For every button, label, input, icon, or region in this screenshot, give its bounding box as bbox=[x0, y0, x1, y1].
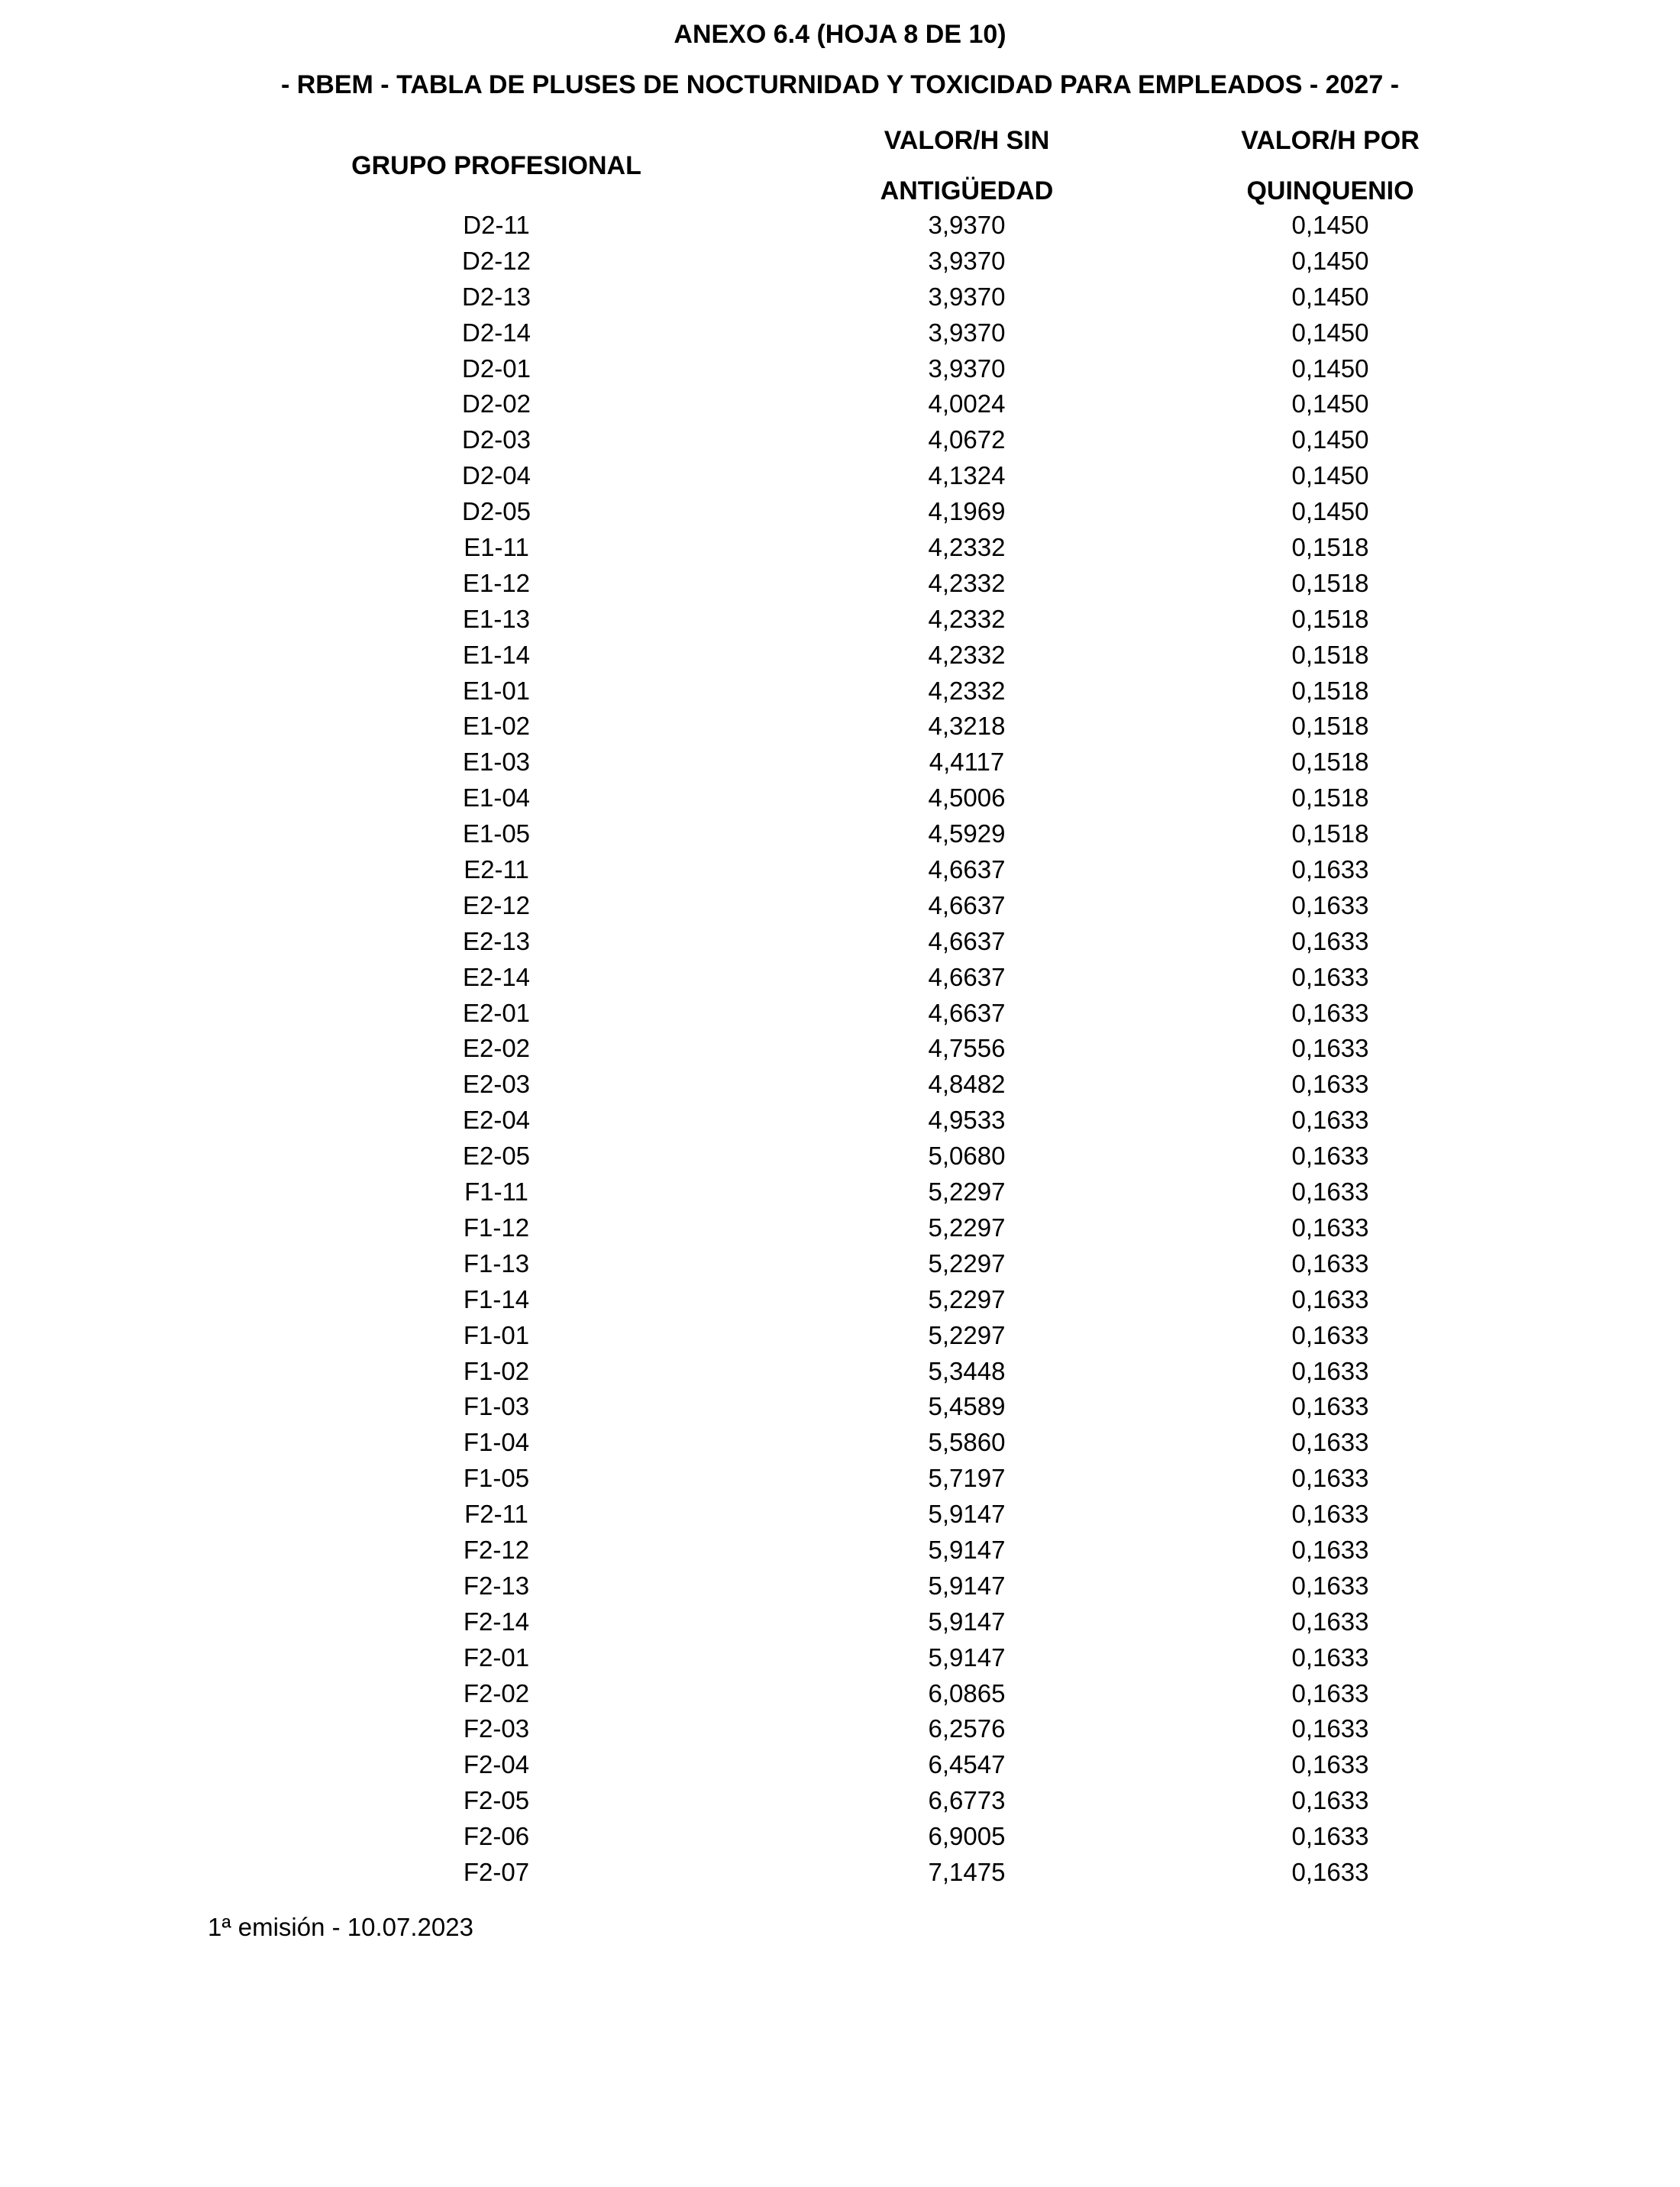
table-row bbox=[0, 1461, 1680, 1497]
cell-valor-sin-antiguedad: 4,1969 bbox=[928, 497, 1006, 526]
cell-valor-sin-antiguedad: 6,0865 bbox=[928, 1678, 1006, 1707]
cell-valor-sin-antiguedad: 4,3218 bbox=[928, 712, 1006, 741]
cell-valor-quinquenio: 0,1633 bbox=[1291, 1500, 1369, 1529]
table-row bbox=[0, 1246, 1680, 1282]
cell-valor-quinquenio: 0,1633 bbox=[1291, 1284, 1369, 1313]
column-header-valor-sin-line1: VALOR/H SIN bbox=[884, 126, 1050, 155]
cell-grupo-profesional: D2-11 bbox=[463, 211, 530, 239]
cell-valor-sin-antiguedad: 4,7556 bbox=[928, 1034, 1006, 1063]
table-row bbox=[0, 386, 1680, 422]
table-row bbox=[0, 960, 1680, 996]
cell-grupo-profesional: F2-05 bbox=[463, 1786, 530, 1815]
cell-valor-sin-antiguedad: 4,2332 bbox=[928, 604, 1006, 633]
cell-grupo-profesional: E1-12 bbox=[462, 568, 531, 597]
cell-valor-sin-antiguedad: 5,4589 bbox=[928, 1392, 1006, 1421]
table-row bbox=[0, 996, 1680, 1032]
table-row bbox=[0, 745, 1680, 780]
table-row bbox=[0, 1676, 1680, 1712]
cell-valor-quinquenio: 0,1633 bbox=[1291, 1428, 1369, 1457]
cell-valor-quinquenio: 0,1633 bbox=[1291, 1822, 1369, 1851]
table-row bbox=[0, 1425, 1680, 1461]
cell-valor-quinquenio: 0,1450 bbox=[1291, 318, 1369, 347]
cell-grupo-profesional: F1-03 bbox=[463, 1392, 530, 1421]
table-row bbox=[0, 458, 1680, 494]
cell-valor-quinquenio: 0,1633 bbox=[1291, 962, 1369, 991]
cell-valor-quinquenio: 0,1633 bbox=[1291, 1857, 1369, 1886]
table-row bbox=[0, 1318, 1680, 1354]
table-row bbox=[0, 1103, 1680, 1139]
table-row bbox=[0, 709, 1680, 745]
table-row bbox=[0, 780, 1680, 816]
cell-grupo-profesional: F2-11 bbox=[464, 1500, 528, 1529]
cell-valor-sin-antiguedad: 5,5860 bbox=[928, 1428, 1006, 1457]
table-row bbox=[0, 1067, 1680, 1103]
table-row bbox=[0, 208, 1680, 244]
table-row bbox=[0, 924, 1680, 960]
cell-valor-sin-antiguedad: 4,2332 bbox=[928, 640, 1006, 669]
cell-valor-sin-antiguedad: 5,0680 bbox=[928, 1142, 1006, 1171]
cell-valor-sin-antiguedad: 3,9370 bbox=[928, 282, 1006, 311]
cell-valor-quinquenio: 0,1633 bbox=[1291, 855, 1369, 884]
cell-valor-quinquenio: 0,1633 bbox=[1291, 1750, 1369, 1779]
table-row bbox=[0, 602, 1680, 638]
cell-valor-sin-antiguedad: 5,9147 bbox=[928, 1535, 1006, 1564]
cell-valor-sin-antiguedad: 6,2576 bbox=[928, 1714, 1006, 1743]
cell-valor-sin-antiguedad: 5,9147 bbox=[928, 1607, 1006, 1636]
column-header-valor-sin-antiguedad bbox=[799, 115, 1135, 216]
cell-valor-quinquenio: 0,1633 bbox=[1291, 1714, 1369, 1743]
cell-valor-sin-antiguedad: 4,5006 bbox=[928, 783, 1006, 812]
table-row bbox=[0, 852, 1680, 888]
cell-valor-quinquenio: 0,1633 bbox=[1291, 1678, 1369, 1707]
cell-valor-quinquenio: 0,1633 bbox=[1291, 1106, 1369, 1135]
cell-valor-quinquenio: 0,1518 bbox=[1291, 748, 1369, 777]
footer-emission-note: 1ª emisión - 10.07.2023 bbox=[208, 1913, 473, 1941]
cell-valor-quinquenio: 0,1450 bbox=[1291, 282, 1369, 311]
cell-valor-sin-antiguedad: 4,9533 bbox=[928, 1106, 1006, 1135]
cell-valor-sin-antiguedad: 3,9370 bbox=[928, 354, 1006, 383]
table-row bbox=[0, 1604, 1680, 1640]
column-header-grupo-profesional: GRUPO PROFESIONAL bbox=[351, 151, 641, 180]
table-row bbox=[0, 1747, 1680, 1783]
table-row bbox=[0, 1389, 1680, 1425]
column-header-valor-por-line2: QUINQUENIO bbox=[1246, 176, 1414, 205]
cell-valor-sin-antiguedad: 5,2297 bbox=[928, 1213, 1006, 1242]
table-row bbox=[0, 422, 1680, 458]
cell-grupo-profesional: E2-11 bbox=[464, 855, 529, 884]
cell-valor-quinquenio: 0,1633 bbox=[1291, 1464, 1369, 1493]
cell-valor-quinquenio: 0,1518 bbox=[1291, 604, 1369, 633]
table-row bbox=[0, 244, 1680, 279]
cell-valor-quinquenio: 0,1518 bbox=[1291, 640, 1369, 669]
cell-grupo-profesional: F2-13 bbox=[463, 1571, 530, 1600]
cell-valor-sin-antiguedad: 5,3448 bbox=[928, 1356, 1006, 1385]
cell-valor-quinquenio: 0,1450 bbox=[1291, 497, 1369, 526]
table-row bbox=[0, 1711, 1680, 1747]
cell-grupo-profesional: D2-14 bbox=[462, 318, 531, 347]
cell-valor-sin-antiguedad: 5,2297 bbox=[928, 1177, 1006, 1207]
table-row bbox=[0, 494, 1680, 530]
page-subtitle: - RBEM - TABLA DE PLUSES DE NOCTURNIDAD Y TOXICIDAD PARA EMPLEADOS - 2027 - bbox=[280, 70, 1400, 99]
cell-valor-sin-antiguedad: 4,2332 bbox=[928, 568, 1006, 597]
cell-grupo-profesional: F1-01 bbox=[463, 1320, 530, 1349]
table-row bbox=[0, 351, 1680, 387]
cell-valor-sin-antiguedad: 6,4547 bbox=[928, 1750, 1006, 1779]
cell-valor-sin-antiguedad: 4,2332 bbox=[928, 533, 1006, 562]
cell-grupo-profesional: F2-06 bbox=[463, 1822, 530, 1851]
cell-valor-quinquenio: 0,1633 bbox=[1291, 1177, 1369, 1207]
cell-valor-quinquenio: 0,1633 bbox=[1291, 1249, 1369, 1278]
table-row bbox=[0, 1282, 1680, 1318]
cell-grupo-profesional: F2-14 bbox=[463, 1607, 530, 1636]
cell-valor-sin-antiguedad: 4,6637 bbox=[928, 855, 1006, 884]
cell-valor-quinquenio: 0,1633 bbox=[1291, 1356, 1369, 1385]
cell-valor-quinquenio: 0,1518 bbox=[1291, 568, 1369, 597]
cell-valor-quinquenio: 0,1633 bbox=[1291, 1213, 1369, 1242]
cell-valor-quinquenio: 0,1518 bbox=[1291, 712, 1369, 741]
cell-grupo-profesional: F2-02 bbox=[463, 1678, 530, 1707]
cell-grupo-profesional: F2-04 bbox=[463, 1750, 530, 1779]
cell-valor-sin-antiguedad: 4,1324 bbox=[928, 461, 1006, 490]
cell-valor-sin-antiguedad: 5,2297 bbox=[928, 1284, 1006, 1313]
table-row bbox=[0, 1354, 1680, 1390]
cell-grupo-profesional: D2-05 bbox=[462, 497, 531, 526]
column-header-valor-sin-line2: ANTIGÜEDAD bbox=[880, 176, 1054, 205]
table-row bbox=[0, 888, 1680, 924]
cell-grupo-profesional: D2-02 bbox=[462, 389, 531, 418]
table-row bbox=[0, 638, 1680, 674]
cell-grupo-profesional: E1-11 bbox=[464, 533, 529, 562]
table-row bbox=[0, 1210, 1680, 1246]
cell-valor-sin-antiguedad: 6,9005 bbox=[928, 1822, 1006, 1851]
cell-grupo-profesional: F2-01 bbox=[463, 1643, 530, 1672]
cell-grupo-profesional: E2-01 bbox=[462, 998, 531, 1027]
cell-valor-quinquenio: 0,1450 bbox=[1291, 246, 1369, 275]
cell-valor-quinquenio: 0,1633 bbox=[1291, 1535, 1369, 1564]
cell-valor-sin-antiguedad: 4,6637 bbox=[928, 998, 1006, 1027]
cell-grupo-profesional: D2-01 bbox=[462, 354, 531, 383]
cell-grupo-profesional: F2-03 bbox=[463, 1714, 530, 1743]
cell-grupo-profesional: E2-14 bbox=[462, 962, 531, 991]
cell-grupo-profesional: F1-05 bbox=[463, 1464, 530, 1493]
cell-grupo-profesional: F1-13 bbox=[463, 1249, 530, 1278]
cell-grupo-profesional: D2-13 bbox=[462, 282, 531, 311]
cell-valor-sin-antiguedad: 5,2297 bbox=[928, 1320, 1006, 1349]
cell-grupo-profesional: E2-12 bbox=[462, 890, 531, 919]
cell-grupo-profesional: E1-03 bbox=[462, 748, 531, 777]
cell-valor-sin-antiguedad: 5,9147 bbox=[928, 1500, 1006, 1529]
cell-valor-sin-antiguedad: 4,2332 bbox=[928, 676, 1006, 705]
table-row bbox=[0, 530, 1680, 566]
table-row bbox=[0, 1497, 1680, 1533]
table-row bbox=[0, 279, 1680, 315]
cell-valor-sin-antiguedad: 3,9370 bbox=[928, 211, 1006, 239]
cell-grupo-profesional: E1-04 bbox=[462, 783, 531, 812]
table-row bbox=[0, 1855, 1680, 1891]
cell-valor-sin-antiguedad: 4,0672 bbox=[928, 425, 1006, 454]
cell-valor-quinquenio: 0,1633 bbox=[1291, 1786, 1369, 1815]
cell-valor-sin-antiguedad: 4,6637 bbox=[928, 926, 1006, 955]
table-row bbox=[0, 1533, 1680, 1568]
cell-grupo-profesional: F1-04 bbox=[463, 1428, 530, 1457]
cell-valor-quinquenio: 0,1633 bbox=[1291, 1607, 1369, 1636]
cell-valor-sin-antiguedad: 7,1475 bbox=[928, 1857, 1006, 1886]
column-header-valor-por-quinquenio bbox=[1162, 115, 1498, 216]
page-title: ANEXO 6.4 (HOJA 8 DE 10) bbox=[674, 20, 1006, 49]
cell-valor-quinquenio: 0,1450 bbox=[1291, 389, 1369, 418]
table-row bbox=[0, 315, 1680, 351]
table-row bbox=[0, 1031, 1680, 1067]
cell-grupo-profesional: F2-12 bbox=[463, 1535, 530, 1564]
cell-grupo-profesional: F1-14 bbox=[463, 1284, 530, 1313]
cell-valor-sin-antiguedad: 5,9147 bbox=[928, 1643, 1006, 1672]
cell-grupo-profesional: E1-02 bbox=[462, 712, 531, 741]
cell-grupo-profesional: E2-04 bbox=[462, 1106, 531, 1135]
cell-grupo-profesional: D2-04 bbox=[462, 461, 531, 490]
cell-valor-quinquenio: 0,1518 bbox=[1291, 819, 1369, 848]
cell-valor-quinquenio: 0,1450 bbox=[1291, 425, 1369, 454]
cell-valor-quinquenio: 0,1633 bbox=[1291, 926, 1369, 955]
table-row bbox=[0, 1139, 1680, 1174]
cell-grupo-profesional: E2-13 bbox=[462, 926, 531, 955]
cell-grupo-profesional: E1-01 bbox=[462, 676, 531, 705]
cell-valor-sin-antiguedad: 3,9370 bbox=[928, 246, 1006, 275]
cell-grupo-profesional: E1-13 bbox=[462, 604, 531, 633]
cell-valor-quinquenio: 0,1518 bbox=[1291, 676, 1369, 705]
cell-grupo-profesional: F1-02 bbox=[463, 1356, 530, 1385]
cell-valor-quinquenio: 0,1518 bbox=[1291, 783, 1369, 812]
cell-valor-sin-antiguedad: 4,6637 bbox=[928, 962, 1006, 991]
cell-valor-sin-antiguedad: 4,0024 bbox=[928, 389, 1006, 418]
table-row bbox=[0, 674, 1680, 709]
cell-valor-quinquenio: 0,1633 bbox=[1291, 998, 1369, 1027]
cell-valor-quinquenio: 0,1633 bbox=[1291, 1070, 1369, 1099]
column-header-valor-por-line1: VALOR/H POR bbox=[1241, 126, 1420, 155]
cell-valor-sin-antiguedad: 5,2297 bbox=[928, 1249, 1006, 1278]
table-row bbox=[0, 1819, 1680, 1855]
table-row bbox=[0, 816, 1680, 852]
cell-valor-quinquenio: 0,1518 bbox=[1291, 533, 1369, 562]
table-row bbox=[0, 1783, 1680, 1819]
cell-valor-sin-antiguedad: 6,6773 bbox=[928, 1786, 1006, 1815]
cell-grupo-profesional: F1-11 bbox=[464, 1177, 528, 1207]
cell-grupo-profesional: F2-07 bbox=[463, 1857, 530, 1886]
cell-valor-quinquenio: 0,1450 bbox=[1291, 461, 1369, 490]
cell-grupo-profesional: D2-12 bbox=[462, 246, 531, 275]
cell-valor-quinquenio: 0,1450 bbox=[1291, 354, 1369, 383]
cell-grupo-profesional: E2-02 bbox=[462, 1034, 531, 1063]
table-row bbox=[0, 566, 1680, 602]
cell-valor-sin-antiguedad: 4,6637 bbox=[928, 890, 1006, 919]
cell-valor-quinquenio: 0,1450 bbox=[1291, 211, 1369, 239]
cell-valor-sin-antiguedad: 4,4117 bbox=[929, 748, 1005, 777]
cell-valor-quinquenio: 0,1633 bbox=[1291, 1571, 1369, 1600]
table-row bbox=[0, 1568, 1680, 1604]
table-body bbox=[0, 208, 1680, 1891]
cell-grupo-profesional: F1-12 bbox=[463, 1213, 530, 1242]
cell-valor-sin-antiguedad: 5,7197 bbox=[928, 1464, 1006, 1493]
cell-grupo-profesional: D2-03 bbox=[462, 425, 531, 454]
cell-valor-quinquenio: 0,1633 bbox=[1291, 890, 1369, 919]
cell-valor-sin-antiguedad: 4,5929 bbox=[928, 819, 1006, 848]
cell-valor-quinquenio: 0,1633 bbox=[1291, 1320, 1369, 1349]
cell-valor-quinquenio: 0,1633 bbox=[1291, 1142, 1369, 1171]
cell-valor-quinquenio: 0,1633 bbox=[1291, 1643, 1369, 1672]
table-row bbox=[0, 1640, 1680, 1676]
cell-valor-sin-antiguedad: 3,9370 bbox=[928, 318, 1006, 347]
cell-valor-sin-antiguedad: 4,8482 bbox=[928, 1070, 1006, 1099]
cell-grupo-profesional: E1-14 bbox=[462, 640, 531, 669]
cell-grupo-profesional: E2-05 bbox=[462, 1142, 531, 1171]
cell-grupo-profesional: E2-03 bbox=[462, 1070, 531, 1099]
cell-grupo-profesional: E1-05 bbox=[462, 819, 531, 848]
table-row bbox=[0, 1174, 1680, 1210]
cell-valor-quinquenio: 0,1633 bbox=[1291, 1392, 1369, 1421]
cell-valor-quinquenio: 0,1633 bbox=[1291, 1034, 1369, 1063]
cell-valor-sin-antiguedad: 5,9147 bbox=[928, 1571, 1006, 1600]
